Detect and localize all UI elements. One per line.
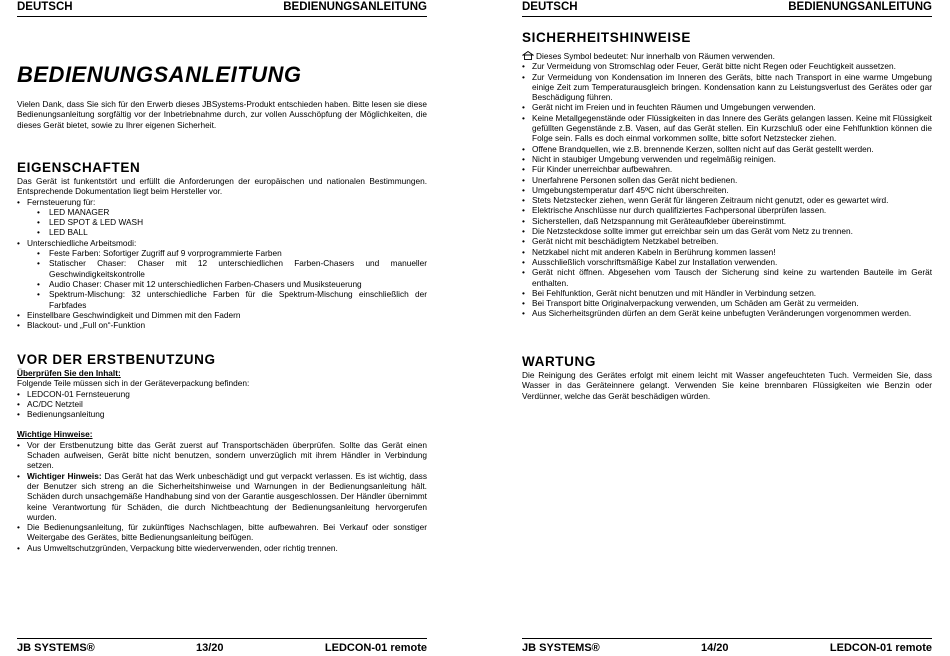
page-14 xyxy=(522,0,932,654)
list-item: • Bei Fehlfunktion, Gerät nicht benutzen und mit Händler in Verbindung setzen. xyxy=(522,288,932,298)
list-item: • Die Netzsteckdose sollte immer gut erreichbar sein um das Gerät vom Netz zu trennen. xyxy=(522,226,932,236)
list-item: • Umgebungstemperatur darf 45ºC nicht überschreiten. xyxy=(522,185,932,195)
list-item: • Einstellbare Geschwindigkeit und Dimmen mit den Fadern xyxy=(17,310,427,320)
first-use-heading: VOR DER ERSTBENUTZUNG xyxy=(17,352,216,367)
page-footer xyxy=(522,638,932,654)
maintenance-section xyxy=(522,354,932,401)
page-header xyxy=(17,0,427,17)
list-item: • Netzkabel nicht mit anderen Kabeln in Berührung kommen lassen! xyxy=(522,247,932,257)
page-13 xyxy=(17,0,427,654)
maintenance-heading: WARTUNG xyxy=(522,354,596,369)
footer-model: LEDCON-01 remote xyxy=(829,642,932,654)
list-item: • Gerät nicht im Freien und in feuchten Räumen und Umgebungen verwenden. xyxy=(522,102,932,112)
list-item: • Spektrum-Mischung: 32 unterschiedliche Farben für die Spektrum-Mischung einschließlich der Farbfades xyxy=(37,289,427,310)
list-item: • LED BALL xyxy=(37,227,427,237)
list-item: • Zur Vermeidung von Kondensation im Inneren des Geräts, bitte nach Transport in eine warme Umgebung einige Zeit zum Temperaturausgleich bringen. Kondensation kann zu Leistungsverlust des Gerätes oder gar Beschädigung führen. xyxy=(522,72,932,103)
list-item: • Unterschiedliche Arbeitsmodi: • Feste Farben: Sofortiger Zugriff auf 9 vorprogrammierte Farben • Statischer Chaser: Chaser mit 12 unterschiedlichen Farben-Chasers und manueller Geschwindigkeitskontrolle • Audio Chaser: Chaser mit 12 unterschiedlichen Farben-Chasers und Musiksteuerung • Spektrum-Mischung: 32 unterschiedliche Farben für die Spektrum-Mischung einschließlich der Farbfades xyxy=(17,238,427,310)
page-footer xyxy=(17,638,427,654)
check-heading: Überprüfen Sie den Inhalt: xyxy=(17,368,121,378)
list-item: • Wichtiger Hinweis: Das Gerät hat das Werk unbeschädigt und gut verpackt verlassen. Es ist wichtig, dass der Benutzer sich streng an die Sicherheitshinweise und Warnungen in der Bedienungsanleitung hält. Schäden durch unsachgemäße Handhabung sind von der Garantie ausgeschlossen. Der Händler übernimmt keine Verantwortung für Schäden, die durch Nichtbeachtung der Bedienungsanleitung hervorgerufen wurden. xyxy=(17,471,427,522)
footer-page-number: 13/20 xyxy=(196,642,224,654)
note-bold: Wichtiger Hinweis: xyxy=(27,470,102,481)
features-heading: EIGENSCHAFTEN xyxy=(17,160,141,175)
maintenance-text: Die Reinigung des Gerätes erfolgt mit einem leicht mit Wasser angefeuchteten Tuch. Vermeiden Sie, dass Wasser in das Geräteinnere gelangt. Verwenden Sie keine brennbaren Flüssigkeiten wie Benzin oder Verdünner, welche das Gerät beschädigen würden. xyxy=(522,370,932,401)
features-intro: Das Gerät ist funkentstört und erfüllt die Anforderungen der europäischen und nationalen Bestimmungen. Entsprechende Dokumentation liegt beim Hersteller vor. xyxy=(17,176,427,197)
title-block xyxy=(17,62,427,88)
list-item: • Vor der Erstbenutzung bitte das Gerät zuerst auf Transportschäden überprüfen. Sollte das Gerät einen Schaden aufweisen, Gerät bitte nicht benutzen, sondern unverzüglich mit ihrem Händler in Verbindung setzen. xyxy=(17,440,427,471)
list-item: • Feste Farben: Sofortiger Zugriff auf 9 vorprogrammierte Farben xyxy=(37,248,427,258)
safety-section xyxy=(522,30,932,319)
list-item: • Keine Metallgegenstände oder Flüssigkeiten in das Innere des Geräts gelangen lassen. Keine mit Flüssigkeit gefüllten Gegenstände z.B. Vasen, auf das Gerät stellen. Ein Kurzschluß oder eine Fehlfunktion können die Folge sein. Falls es doch einmal vorkommen sollte, bitte sofort Netzstecker ziehen. xyxy=(522,113,932,144)
footer-brand: JB SYSTEMS® xyxy=(522,642,600,654)
header-language: DEUTSCH xyxy=(17,1,73,13)
intro-text: Vielen Dank, dass Sie sich für den Erwerb dieses JBSystems-Produkt entschieden haben. Bitte lesen sie diese Bedienungsanleitung sorgfältig vor der Inbetriebnahme durch, zur vollen Ausschöpfung der Möglichkeiten, die dieses Gerät bietet, sowie zu Ihrer eigenen Sicherheit. xyxy=(17,99,427,130)
safety-list xyxy=(522,61,932,318)
page-title: BEDIENUNGSANLEITUNG xyxy=(17,62,302,87)
modes-list xyxy=(37,248,427,310)
list-item: • Aus Umweltschutzgründen, Verpackung bitte wiederverwenden, oder richtig trennen. xyxy=(17,543,427,553)
header-language: DEUTSCH xyxy=(522,1,578,13)
first-use-section xyxy=(17,352,427,553)
check-intro: Folgende Teile müssen sich in der Geräteverpackung befinden: xyxy=(17,378,250,389)
notes-heading: Wichtige Hinweise: xyxy=(17,429,93,440)
check-list xyxy=(17,389,427,420)
list-item: • Statischer Chaser: Chaser mit 12 unterschiedlichen Farben-Chasers und manueller Geschwindigkeitskontrolle xyxy=(37,258,427,279)
list-item: • Elektrische Anschlüsse nur durch qualifiziertes Fachpersonal überprüfen lassen. xyxy=(522,205,932,215)
list-item: • AC/DC Netzteil xyxy=(17,399,427,409)
footer-model: LEDCON-01 remote xyxy=(324,642,427,654)
list-item: • Bei Transport bitte Originalverpackung verwenden, um Schäden am Gerät zu vermeiden. xyxy=(522,298,932,308)
header-title: BEDIENUNGSANLEITUNG xyxy=(283,1,427,13)
footer-brand: JB SYSTEMS® xyxy=(17,642,95,654)
header-title: BEDIENUNGSANLEITUNG xyxy=(788,1,932,13)
list-item: • Bedienungsanleitung xyxy=(17,409,427,419)
list-item: • Audio Chaser: Chaser mit 12 unterschiedlichen Farben-Chasers und Musiksteuerung xyxy=(37,279,427,289)
footer-page-number: 14/20 xyxy=(701,642,729,654)
list-item: • Gerät nicht mit beschädigtem Netzkabel betreiben. xyxy=(522,236,932,246)
symbol-note: Dieses Symbol bedeutet: Nur innerhalb von Räumen verwenden. xyxy=(536,51,775,61)
safety-heading: SICHERHEITSHINWEISE xyxy=(522,30,691,45)
list-item: • Die Bedienungsanleitung, für zukünftiges Nachschlagen, bitte aufbewahren. Bei Verkauf oder sonstiger Weitergabe des Gerätes, bitte Bedienungsanleitung beifügen. xyxy=(17,522,427,543)
symbol-note-row xyxy=(522,51,932,61)
list-item: • Sicherstellen, daß Netzspannung mit Geräteaufkleber übereinstimmt. xyxy=(522,216,932,226)
list-item: • Zur Vermeidung von Stromschlag oder Feuer, Gerät bitte nicht Regen oder Feuchtigkeit aussetzen. xyxy=(522,61,932,71)
intro-block xyxy=(17,99,427,130)
list-item: • Nicht in staubiger Umgebung verwenden und regelmäßig reinigen. xyxy=(522,154,932,164)
list-item: • Für Kinder unerreichbar aufbewahren. xyxy=(522,164,932,174)
list-item: • Stets Netzstecker ziehen, wenn Gerät für längeren Zeitraum nicht genutzt, oder es gewartet wird. xyxy=(522,195,932,205)
features-section xyxy=(17,160,427,330)
list-item: • LED MANAGER xyxy=(37,207,427,217)
list-item: • LEDCON-01 Fernsteuerung xyxy=(17,389,427,399)
list-item: • Blackout- und „Full on“-Funktion xyxy=(17,320,427,330)
list-item: • Gerät nicht öffnen. Abgesehen vom Tausch der Sicherung sind keine zu wartenden Bauteile im Gerät enthalten. xyxy=(522,267,932,288)
notes-list xyxy=(17,440,427,553)
list-item: • LED SPOT & LED WASH xyxy=(37,217,427,227)
list-item: • Aus Sicherheitsgründen dürfen an dem Gerät keine unbefugten Veränderungen vorgenommen werden. xyxy=(522,308,932,318)
list-item: • Fernsteuerung für: • LED MANAGER • LED SPOT & LED WASH • LED BALL xyxy=(17,197,427,238)
remote-list xyxy=(37,207,427,238)
indoor-house-icon xyxy=(522,51,534,60)
features-list xyxy=(17,197,427,331)
list-item: • Unerfahrene Personen sollen das Gerät nicht bedienen. xyxy=(522,175,932,185)
list-item: • Offene Brandquellen, wie z.B. brennende Kerzen, sollten nicht auf das Gerät gestellt werden. xyxy=(522,144,932,154)
page-header xyxy=(522,0,932,17)
list-item: • Ausschließlich vorschriftsmäßige Kabel zur Installation verwenden. xyxy=(522,257,932,267)
